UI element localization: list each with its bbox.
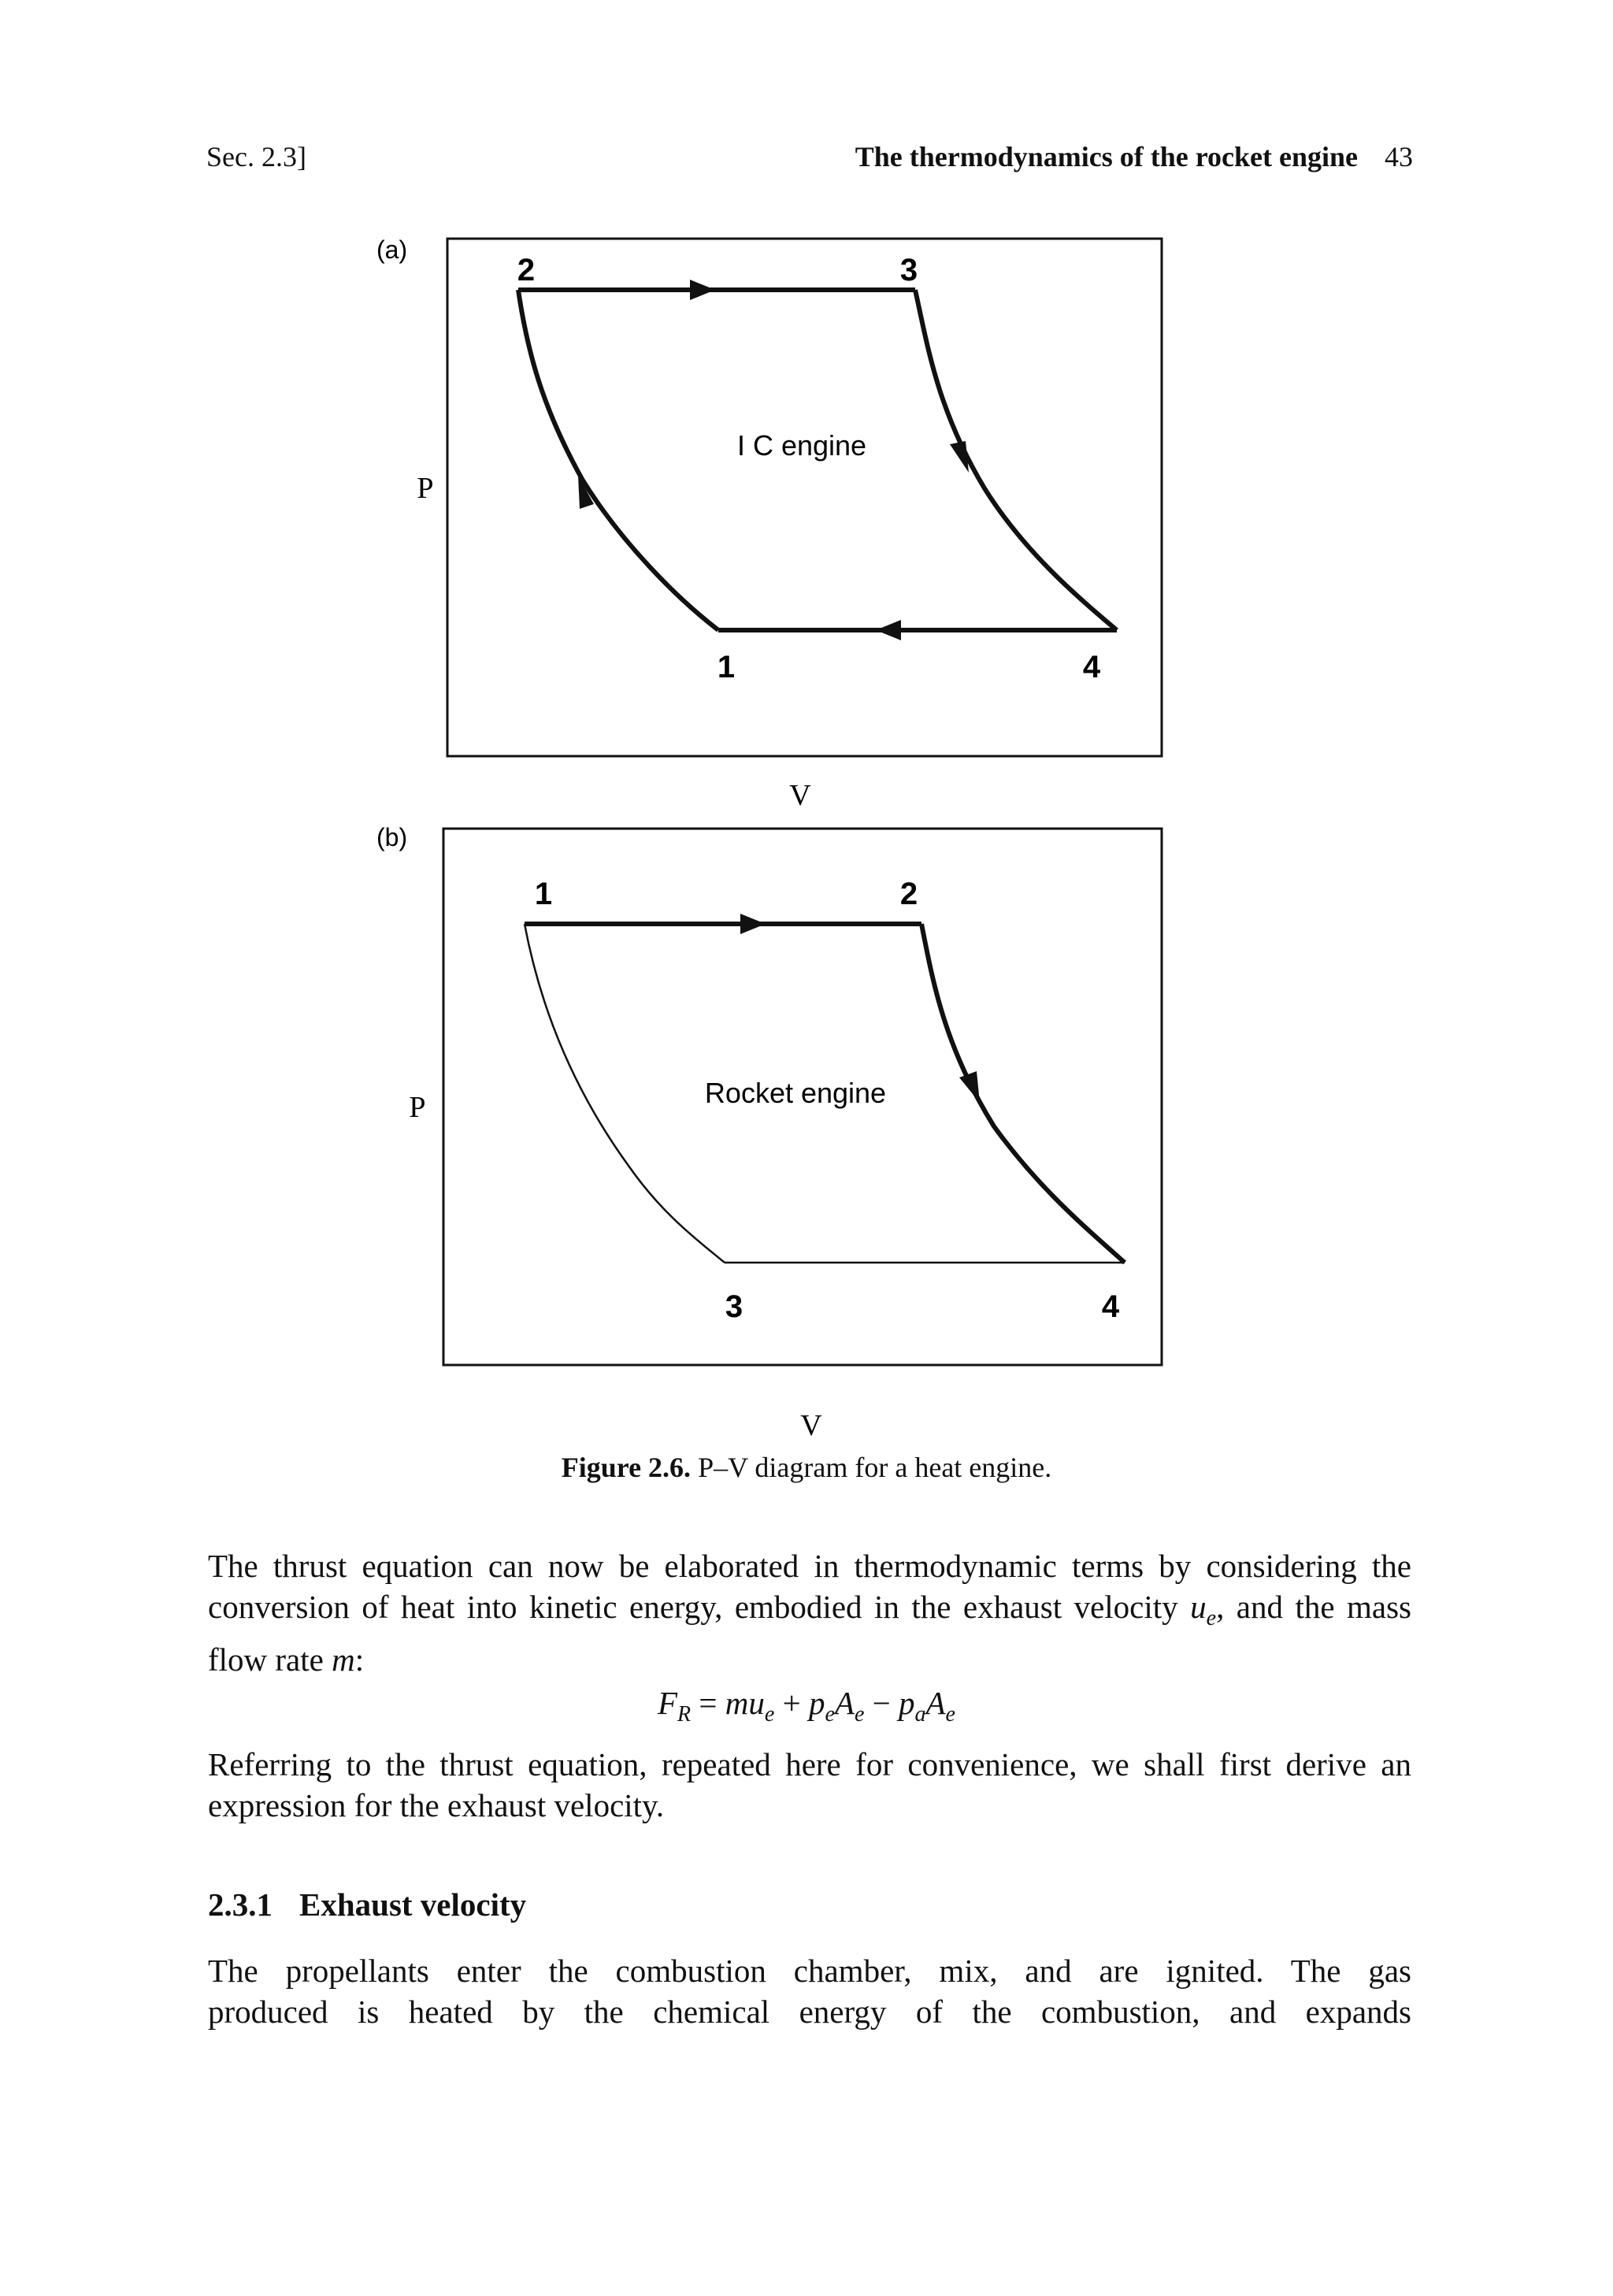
paragraph-referring: Referring to the thrust equation, repeated here for convenience, we shall first derive an expression for the exhaust velocity. [208, 1746, 1411, 1823]
section-heading [208, 1886, 526, 1923]
para3-line-2: produced is heated by the chemical energy of the combustion, and expands [208, 1994, 1411, 2030]
panel-b-point-3: 3 [725, 1289, 743, 1324]
figure-caption-text: P–V diagram for a heat engine. [698, 1452, 1052, 1483]
panel-a-process-1-2 [518, 290, 718, 630]
panel-a-arrow-4-1 [876, 620, 901, 640]
para1-text-a: The thrust equation can now be elaborated in thermodynamic terms by considering the conversion of heat into kinetic energy, embodied in the exhaust velocity [208, 1548, 1411, 1625]
panel-a-point-4: 4 [1082, 650, 1101, 684]
panel-b-point-1: 1 [534, 877, 553, 911]
figure-caption [0, 1451, 1613, 1484]
panel-b-label: Rocket engine [704, 1077, 887, 1109]
panel-a-y-label: P [417, 472, 434, 505]
panel-a-frame [447, 239, 1162, 756]
running-title: The thermodynamics of the rocket engine [855, 141, 1358, 172]
eq-term2-p: p [808, 1685, 825, 1721]
section-number: 2.3.1 [208, 1886, 273, 1923]
panel-a-point-1: 1 [717, 650, 736, 684]
eq-plus: + [774, 1685, 809, 1721]
para1-text-b: , and the mass flow rate [208, 1589, 1411, 1678]
var-mass-flow: m [332, 1641, 355, 1678]
eq-term1-sub: e [764, 1702, 775, 1727]
panel-a-arrow-3-4 [950, 441, 969, 473]
panel-a-x-label: V [789, 779, 811, 812]
panel-a-tag: (a) [376, 236, 408, 264]
panel-b-process-2-3 [921, 924, 1125, 1263]
eq-term2-p-sub: e [825, 1702, 835, 1727]
var-exhaust-velocity [1190, 1589, 1217, 1631]
section-reference: Sec. 2.3] [206, 141, 306, 172]
panel-b-process-4-1 [525, 924, 725, 1263]
var-u: u [1190, 1589, 1207, 1625]
panel-b-arrow-2-3 [959, 1071, 980, 1103]
panel-b-x-label: V [800, 1409, 822, 1442]
eq-term1: mu [725, 1685, 765, 1721]
para3-line-1: The propellants enter the combustion chamber, mix, and are ignited. The gas [208, 1953, 1411, 1989]
eq-term2-a-sub: e [854, 1702, 865, 1727]
eq-minus: − [864, 1685, 899, 1721]
panel-b-arrow-1-2 [740, 914, 766, 934]
panel-b-y-label: P [409, 1091, 426, 1124]
panel-a-point-3: 3 [899, 253, 918, 287]
paragraph-thrust-intro [208, 1545, 1411, 1680]
eq-lhs: F [658, 1685, 678, 1721]
eq-term3-a-sub: e [945, 1702, 955, 1727]
panel-a-process-3-4 [915, 290, 1117, 630]
thrust-equation [0, 1684, 1613, 1727]
eq-term2-a: A [834, 1685, 855, 1721]
paragraph-propellants [208, 1950, 1411, 2032]
section-title: Exhaust velocity [299, 1886, 527, 1923]
panel-a-label: I C engine [736, 429, 867, 462]
para1-text-c: : [354, 1641, 365, 1678]
eq-equals: = [691, 1685, 725, 1721]
page-number: 43 [1385, 141, 1413, 172]
panel-b-tag: (b) [376, 823, 408, 851]
eq-term3-p-sub: a [914, 1702, 926, 1727]
var-u-sub: e [1206, 1606, 1217, 1631]
panel-a-arrow-2-3 [690, 280, 715, 300]
panel-a-point-2: 2 [517, 253, 536, 287]
panel-b-point-4: 4 [1101, 1289, 1120, 1324]
eq-term3-p: p [899, 1685, 915, 1721]
eq-term3-a: A [925, 1685, 946, 1721]
panel-b-point-2: 2 [899, 877, 918, 911]
figure-caption-label: Figure 2.6. [561, 1452, 692, 1483]
eq-lhs-sub: R [677, 1702, 692, 1727]
